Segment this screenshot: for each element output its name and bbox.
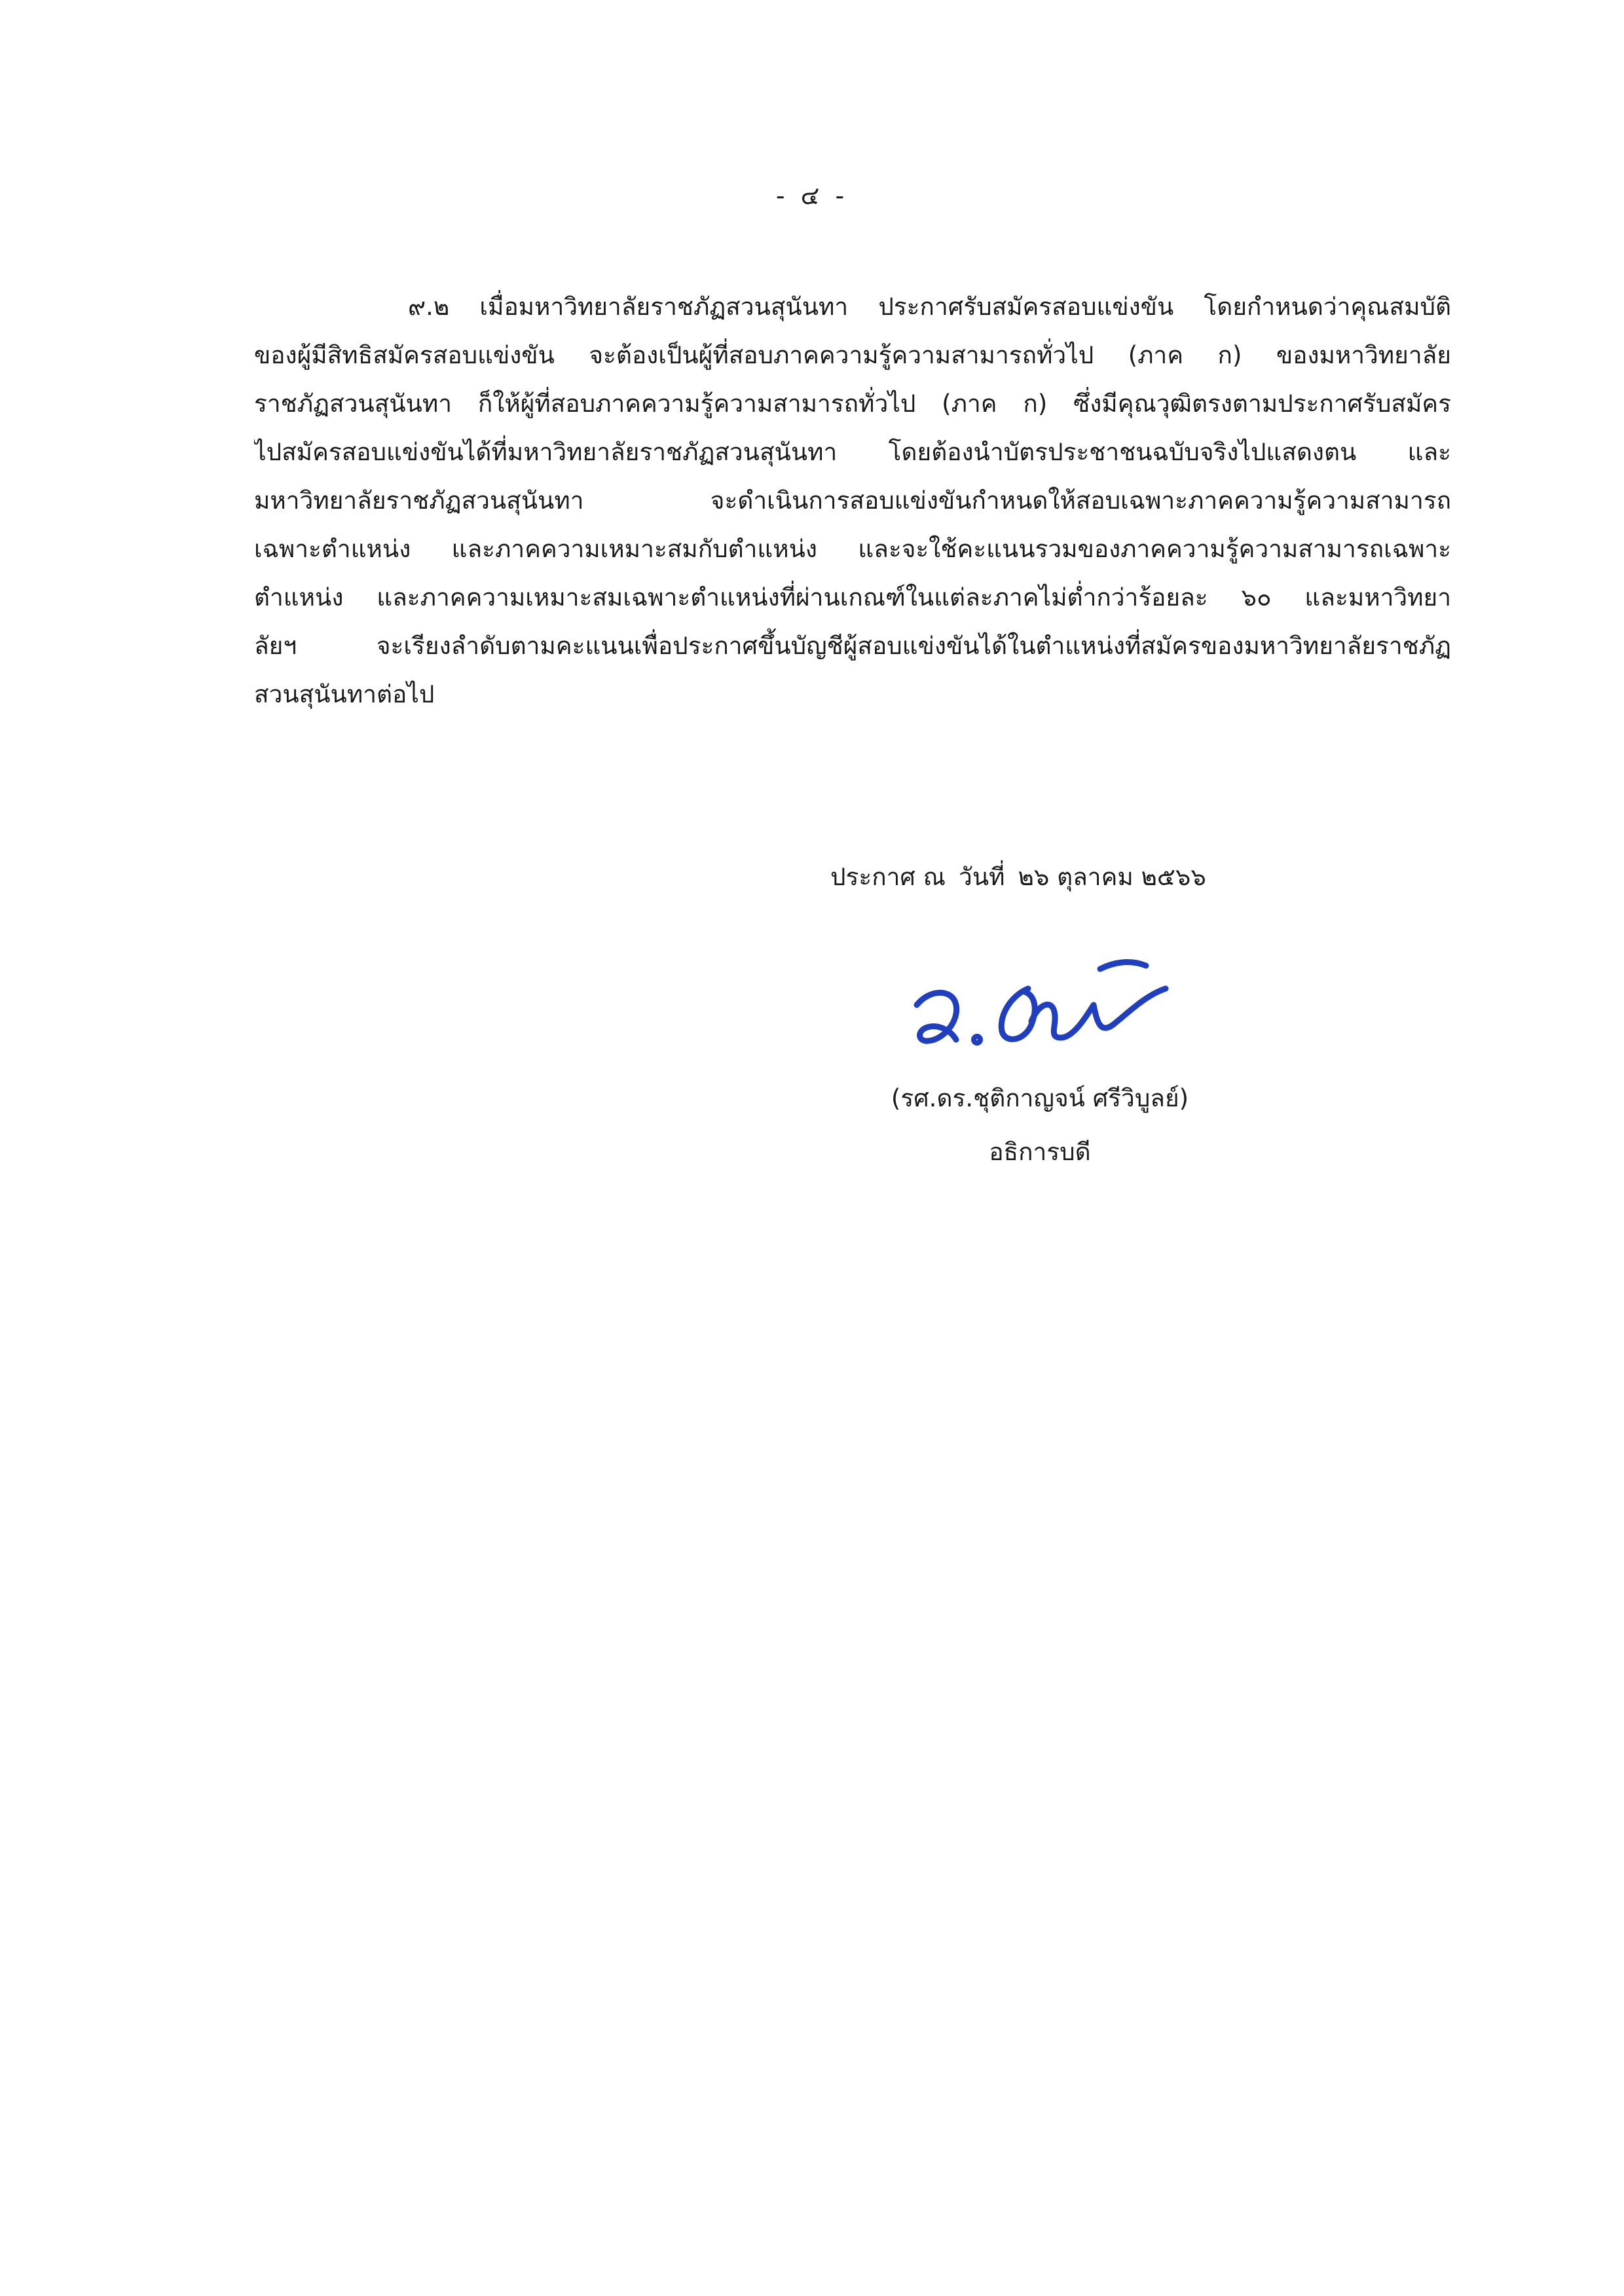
signer-title: อธิการบดี	[989, 1138, 1091, 1166]
signer-name: (รศ.ดร.ชุติกาญจน์ ศรีวิบูลย์)	[891, 1084, 1189, 1112]
announcement-date-value: ๒๖ ตุลาคม ๒๕๖๖	[1018, 863, 1206, 891]
body-paragraph	[254, 283, 1451, 719]
announcement-day-label: วันที่	[959, 863, 1005, 891]
paragraph-line: ตำแหน่ง และภาคความเหมาะสมเฉพาะตำแหน่งที่ผ่านเกณฑ์ในแต่ละภาคไม่ต่ำกว่าร้อยละ ๖๐ และมหาวิทยา	[254, 583, 1451, 611]
handwritten-signature	[904, 943, 1179, 1061]
paragraph-line: ราชภัฏสวนสุนันทา ก็ให้ผู้ที่สอบภาคความรู้ความสามารถทั่วไป (ภาค ก) ซึ่งมีคุณวุฒิตรงตามประกาศรับสมัคร	[254, 390, 1451, 418]
paragraph-line: มหาวิทยาลัยราชภัฏสวนสุนันทา จะดำเนินการสอบแข่งขันกำหนดให้สอบเฉพาะภาคความรู้ความสามารถ	[254, 486, 1451, 515]
paragraph-line: ลัยฯ จะเรียงลำดับตามคะแนนเพื่อประกาศขึ้นบัญชีผู้สอบแข่งขันได้ในตำแหน่งที่สมัครของมหาวิทยาลัยราชภัฏ	[254, 632, 1451, 660]
paragraph-line: ๙.๒ เมื่อมหาวิทยาลัยราชภัฏสวนสุนันทา ประกาศรับสมัครสอบแข่งขัน โดยกำหนดว่าคุณสมบัติ	[408, 293, 1451, 321]
announcement-prefix: ประกาศ ณ	[830, 863, 946, 891]
paragraph-line: ไปสมัครสอบแข่งขันได้ที่มหาวิทยาลัยราชภัฏสวนสุนันทา โดยต้องนำบัตรประชาชนฉบับจริงไปแสดงตน และ	[254, 438, 1451, 466]
page-number: - ๔ -	[775, 181, 849, 210]
paragraph-line: สวนสุนันทาต่อไป	[254, 680, 435, 708]
paragraph-line: ของผู้มีสิทธิสมัครสอบแข่งขัน จะต้องเป็นผู้ที่สอบภาคความรู้ความสามารถทั่วไป (ภาค ก) ของมหาวิทยาลัย	[254, 341, 1451, 369]
announcement-date	[830, 858, 1219, 896]
paragraph-line: เฉพาะตำแหน่ง และภาคความเหมาะสมกับตำแหน่ง และจะใช้คะแนนรวมของภาคความรู้ความสามารถเฉพาะ	[254, 535, 1451, 563]
